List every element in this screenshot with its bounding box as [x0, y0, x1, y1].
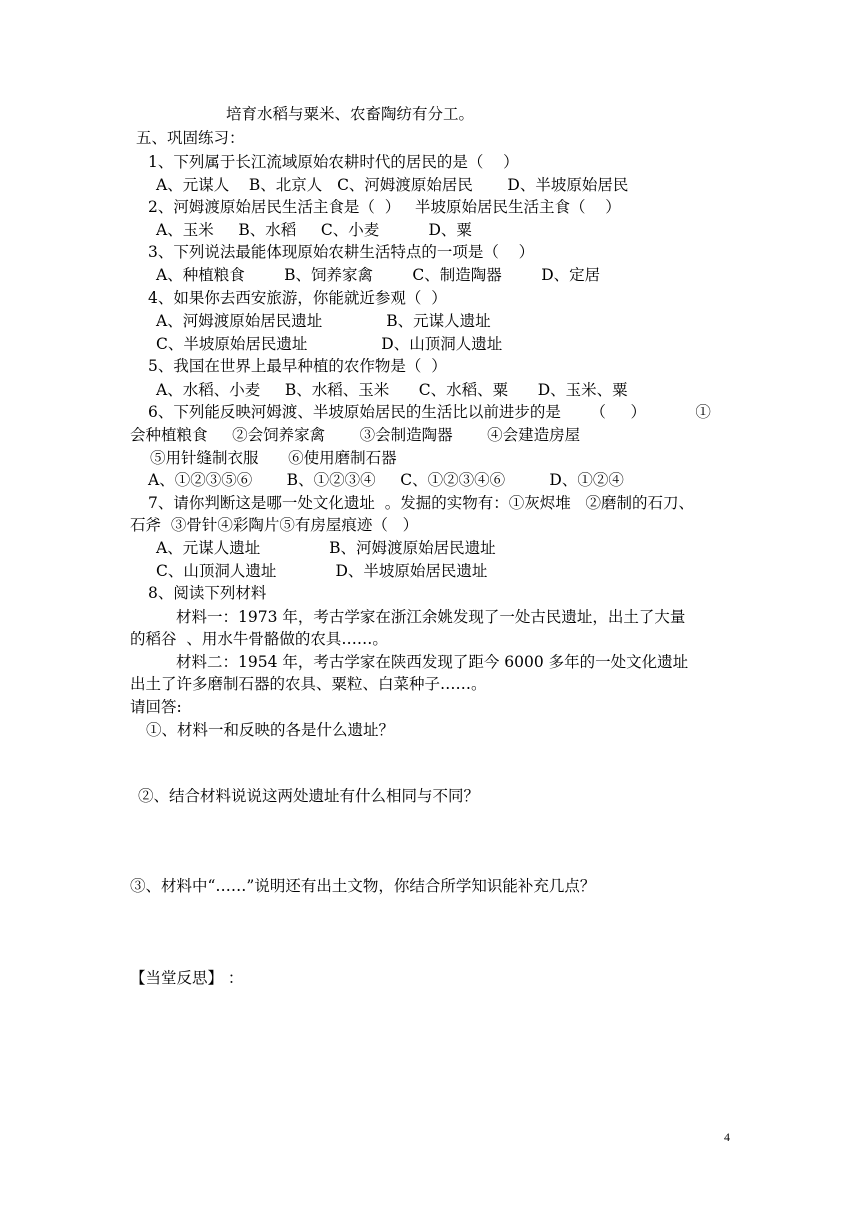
q7-stem-line2: 石斧 ③骨针④彩陶片⑤有房屋痕迹（ ） [130, 516, 419, 534]
material1-line1: 材料一：1973 年，考古学家在浙江余姚发现了一处古民遗址，出土了大量 [176, 608, 686, 626]
q8-stem: 8、阅读下列材料 [148, 584, 267, 602]
q1-stem: 1、下列属于长江流域原始农耕时代的居民的是（ ） [148, 153, 519, 171]
page-number: 4 [724, 1130, 730, 1144]
q6-stem-line1: 6、下列能反映河姆渡、半坡原始居民的生活比以前进步的是 （ ） ① [148, 403, 711, 421]
q4-stem: 4、如果你去西安旅游，你能就近参观（ ） [148, 289, 447, 307]
q7-options-row2: C、山顶洞人遗址 D、半坡原始居民遗址 [156, 562, 488, 580]
sub-question-3: ③、材料中“……”说明还有出土文物，你结合所学知识能补充几点？ [130, 877, 596, 895]
q6-stem-line3: ⑤用针缝制衣服 ⑥使用磨制石器 [150, 449, 397, 467]
q6-stem-line2: 会种植粮食 ②会饲养家禽 ③会制造陶器 ④会建造房屋 [130, 426, 581, 444]
q5-options: A、水稻、小麦 B、水稻、玉米 C、水稻、粟 D、玉米、粟 [156, 381, 628, 399]
q4-options-row2: C、半坡原始居民遗址 D、山顶洞人遗址 [156, 335, 503, 353]
q2-options: A、玉米 B、水稻 C、小麦 D、粟 [156, 221, 472, 239]
q6-options: A、①②③⑤⑥ B、①②③④ C、①②③④⑥ D、①②④ [148, 471, 624, 489]
q7-stem-line1: 7、请你判断这是哪一处文化遗址 。发掘的实物有：①灰烬堆 ②磨制的石刀、 [148, 494, 694, 512]
sub-question-2: ②、结合材料说说这两处遗址有什么相同与不同？ [138, 787, 480, 805]
q4-options-row1: A、河姆渡原始居民遗址 B、元谋人遗址 [156, 312, 491, 330]
q3-stem: 3、下列说法最能体现原始农耕生活特点的一项是（ ） [148, 243, 535, 261]
q3-options: A、种植粮食 B、饲养家禽 C、制造陶器 D、定居 [156, 266, 601, 284]
q7-options-row1: A、元谋人遗址 B、河姆渡原始居民遗址 [156, 539, 496, 557]
sub-question-1: ①、材料一和反映的各是什么遗址？ [146, 721, 395, 739]
intro-line: 培育水稻与粟米、农畜陶纺有分工。 [226, 105, 475, 123]
q5-stem: 5、我国在世界上最早种植的农作物是（ ） [148, 357, 447, 375]
material2-line1: 材料二：1954 年，考古学家在陕西发现了距今 6000 多年的一处文化遗址 [176, 653, 689, 671]
reflection-heading: 【当堂反思】 ： [130, 969, 244, 987]
material1-line2: 的稻谷 、用水牛骨骼做的农具……。 [130, 630, 388, 648]
section-title: 五、巩固练习： [136, 129, 245, 147]
q2-stem: 2、河姆渡原始居民生活主食是（ ） 半坡原始居民生活主食（ ） [148, 198, 621, 216]
answer-prompt: 请回答: [130, 698, 182, 716]
material2-line2: 出土了许多磨制石器的农具、粟粒、白菜种子……。 [130, 675, 487, 693]
q1-options: A、元谋人 B、北京人 C、河姆渡原始居民 D、半坡原始居民 [156, 176, 629, 194]
